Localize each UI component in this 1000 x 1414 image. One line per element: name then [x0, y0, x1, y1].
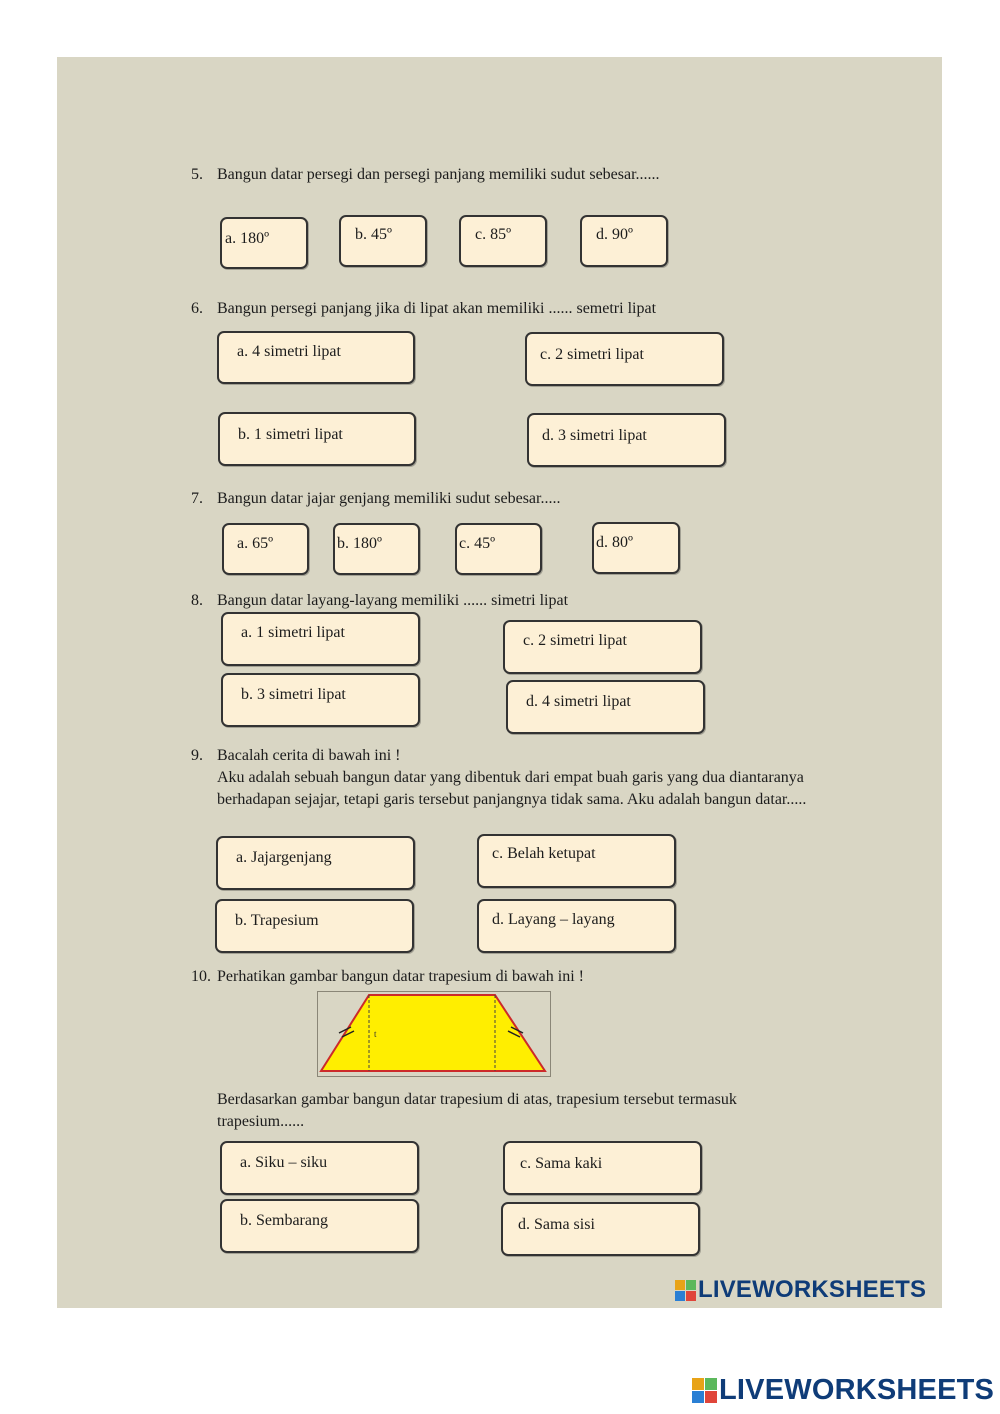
- option-label: c. 45º: [459, 535, 496, 552]
- q5-option-a[interactable]: [220, 217, 308, 269]
- q7-option-c[interactable]: [455, 523, 542, 575]
- q5-option-c[interactable]: [459, 215, 547, 267]
- liveworksheets-logo[interactable]: [692, 1374, 994, 1406]
- option-label: b. Sembarang: [240, 1212, 328, 1229]
- logo-tiles-icon: [675, 1280, 696, 1301]
- trapezoid-figure: [317, 991, 551, 1077]
- q9-option-a[interactable]: [216, 836, 415, 890]
- q10-followup: Berdasarkan gambar bangun datar trapesium di atas, trapesium tersebut termasuk trapesium......: [217, 1091, 737, 1130]
- q10-option-b[interactable]: [220, 1199, 419, 1253]
- option-label: d. 80º: [596, 534, 633, 551]
- q9-option-b[interactable]: [215, 899, 414, 953]
- q10-option-d[interactable]: [501, 1202, 700, 1256]
- q6-option-b[interactable]: [218, 412, 416, 466]
- q10-option-a[interactable]: [220, 1141, 419, 1195]
- option-label: d. Layang – layang: [492, 911, 615, 928]
- option-label: d. 90º: [596, 226, 633, 243]
- q9-option-d[interactable]: [477, 899, 676, 953]
- question-text: Bangun datar persegi dan persegi panjang memiliki sudut sebesar......: [217, 166, 660, 183]
- q9-story: Aku adalah sebuah bangun datar yang dibentuk dari empat buah garis yang dua diantaranya berhadapan sejajar, tetapi garis tersebut panjangnya tidak sama. Aku adalah bangun datar.....: [217, 769, 807, 808]
- option-label: d. Sama sisi: [518, 1216, 595, 1233]
- option-label: a. Siku – siku: [240, 1154, 328, 1171]
- q8-option-d[interactable]: [506, 680, 705, 734]
- logo-text: LIVEWORKSHEETS: [719, 1373, 995, 1406]
- option-label: c. 2 simetri lipat: [540, 346, 644, 363]
- q7-option-b[interactable]: [333, 523, 420, 575]
- q7-option-d[interactable]: [592, 522, 680, 574]
- question-number: 9.: [191, 747, 203, 764]
- logo-text: LIVEWORKSHEETS: [698, 1276, 927, 1303]
- option-label: b. Trapesium: [235, 912, 319, 929]
- option-label: b. 45º: [355, 226, 392, 243]
- q9-option-c[interactable]: [477, 834, 676, 888]
- option-label: a. 180º: [225, 230, 270, 247]
- q5-option-b[interactable]: [339, 215, 427, 267]
- question-text: Bangun datar jajar genjang memiliki sudut sebesar.....: [217, 490, 561, 507]
- q8-option-c[interactable]: [503, 620, 702, 674]
- q8-option-b[interactable]: [221, 673, 420, 727]
- q6-option-c[interactable]: [525, 332, 724, 386]
- option-label: c. Belah ketupat: [492, 845, 596, 862]
- q6-option-a[interactable]: [217, 331, 415, 384]
- question-number: 8.: [191, 592, 203, 609]
- height-label: t: [374, 1029, 377, 1039]
- q6-option-d[interactable]: [527, 413, 726, 467]
- option-label: b. 180º: [337, 535, 382, 552]
- question-text: Perhatikan gambar bangun datar trapesium di bawah ini !: [217, 968, 584, 985]
- q7-option-a[interactable]: [222, 523, 309, 575]
- question-number: 7.: [191, 490, 203, 507]
- option-label: a. Jajargenjang: [236, 849, 332, 866]
- option-label: d. 3 simetri lipat: [542, 427, 647, 444]
- question-text: Bangun persegi panjang jika di lipat akan memiliki ...... semetri lipat: [217, 300, 657, 317]
- option-label: d. 4 simetri lipat: [526, 693, 631, 710]
- option-label: c. Sama kaki: [520, 1155, 603, 1172]
- question-text: Bacalah cerita di bawah ini !: [217, 747, 401, 764]
- q10-option-c[interactable]: [503, 1141, 702, 1195]
- option-label: a. 1 simetri lipat: [241, 624, 345, 641]
- logo-tiles-icon: [692, 1378, 717, 1403]
- option-label: b. 1 simetri lipat: [238, 426, 343, 443]
- q8-option-a[interactable]: [221, 612, 420, 666]
- option-label: a. 4 simetri lipat: [237, 343, 341, 360]
- option-label: c. 2 simetri lipat: [523, 632, 627, 649]
- option-label: c. 85º: [475, 226, 512, 243]
- question-number: 6.: [191, 300, 203, 317]
- option-label: b. 3 simetri lipat: [241, 686, 346, 703]
- worksheet-page: [57, 57, 942, 1308]
- option-label: a. 65º: [237, 535, 274, 552]
- question-number: 10.: [191, 968, 211, 985]
- q5-option-d[interactable]: [580, 215, 668, 267]
- question-number: 5.: [191, 166, 203, 183]
- liveworksheets-logo-inner: [675, 1276, 926, 1304]
- question-text: Bangun datar layang-layang memiliki ...... simetri lipat: [217, 592, 569, 609]
